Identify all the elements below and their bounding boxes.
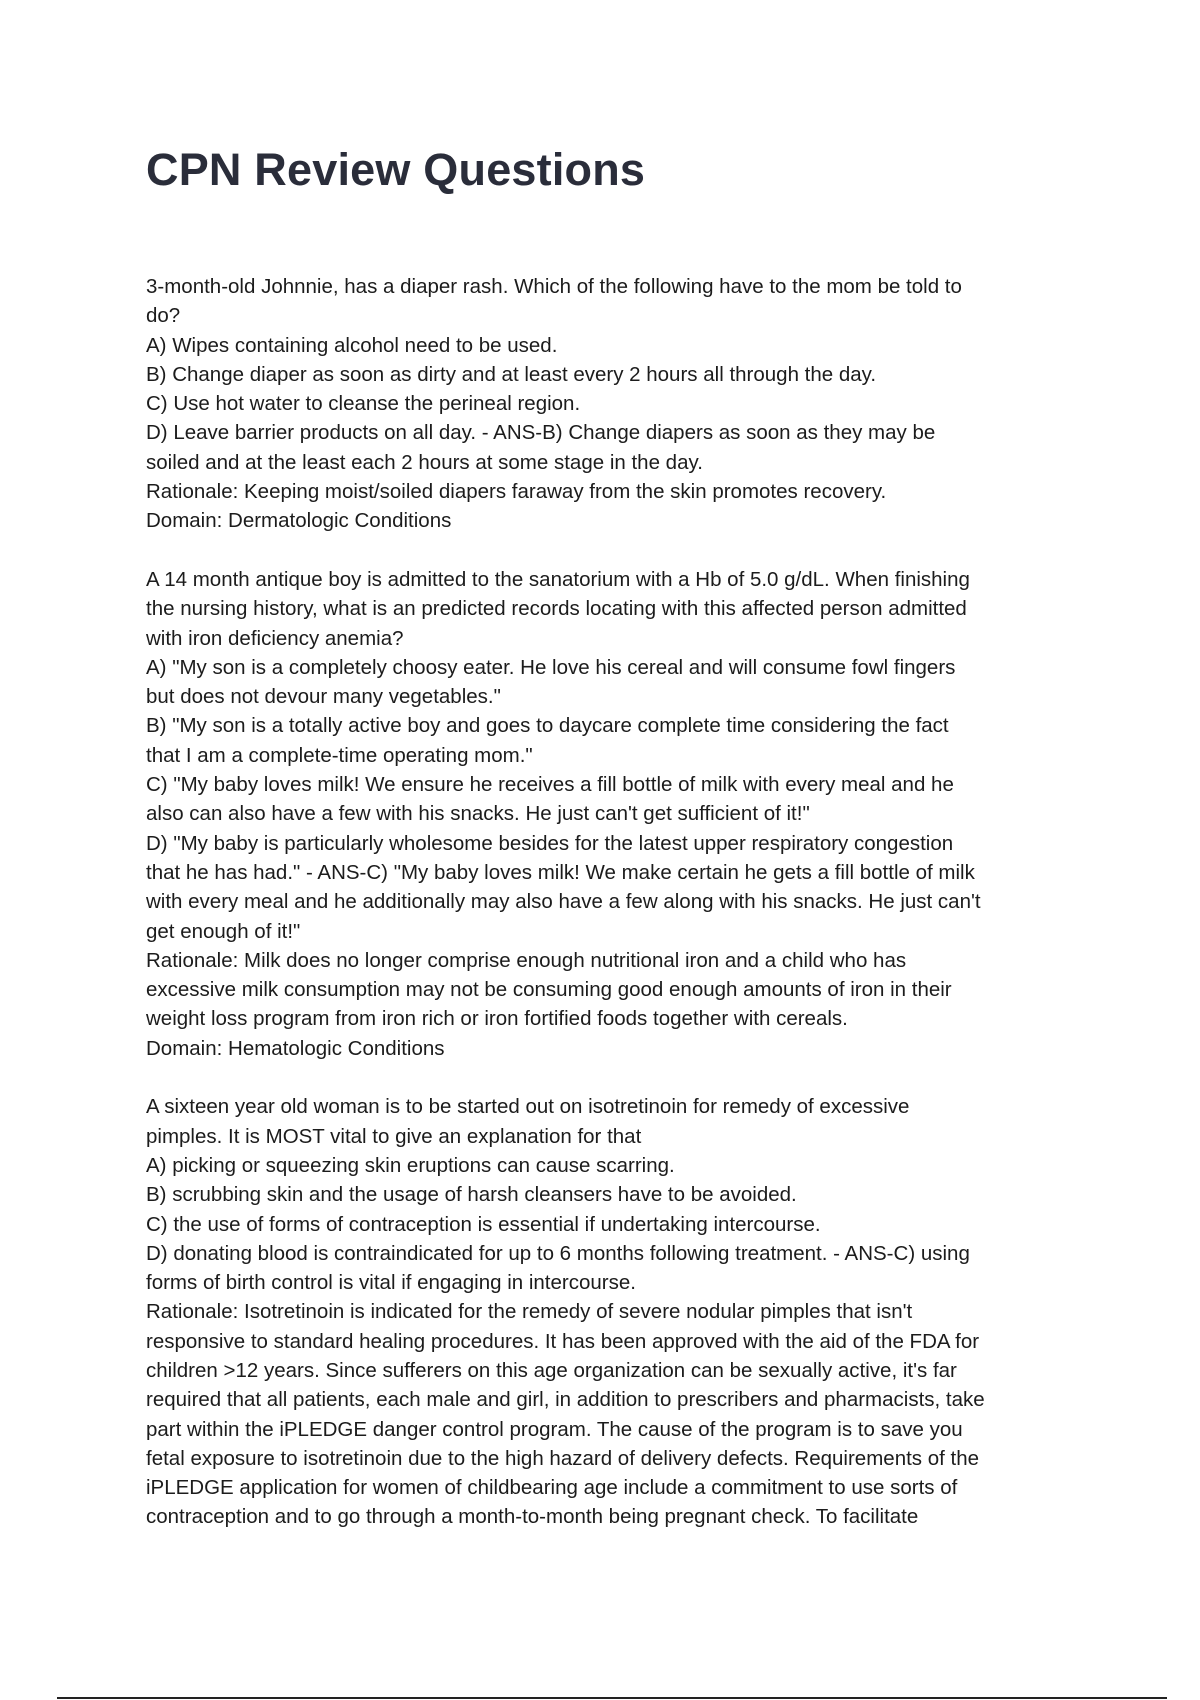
text-line: but does not devour many vegetables." bbox=[146, 685, 501, 709]
question-block-1 bbox=[146, 272, 1066, 536]
text-line: A sixteen year old woman is to be started out on isotretinoin for remedy of excessive bbox=[146, 1095, 910, 1119]
text-line: part within the iPLEDGE danger control program. The cause of the program is to save you bbox=[146, 1417, 963, 1441]
text-line: pimples. It is MOST vital to give an explanation for that bbox=[146, 1124, 642, 1148]
text-line: Rationale: Isotretinoin is indicated for the remedy of severe nodular pimples that isn't bbox=[146, 1300, 913, 1324]
text-line: fetal exposure to isotretinoin due to the high hazard of delivery defects. Requirements of the bbox=[146, 1446, 980, 1470]
text-line: get enough of it!" bbox=[146, 919, 301, 943]
text-line: weight loss program from iron rich or iron fortified foods together with cereals. bbox=[146, 1007, 848, 1031]
text-line: iPLEDGE application for women of childbearing age include a commitment to use sorts of bbox=[146, 1476, 958, 1500]
text-line: that I am a complete-time operating mom." bbox=[146, 743, 533, 767]
document-body bbox=[146, 272, 1066, 1561]
text-line: responsive to standard healing procedures. It has been approved with the aid of the FDA for bbox=[146, 1329, 980, 1353]
page-title: CPN Review Questions bbox=[146, 144, 646, 195]
text-line: D) "My baby is particularly wholesome besides for the latest upper respiratory congestion bbox=[146, 831, 954, 855]
text-line: children >12 years. Since sufferers on this age organization can be sexually active, it's far bbox=[146, 1358, 957, 1382]
text-line: B) Change diaper as soon as dirty and at least every 2 hours all through the day. bbox=[146, 362, 877, 386]
text-line: with every meal and he additionally may also have a few along with his snacks. He just can't bbox=[146, 890, 981, 914]
question-block-3 bbox=[146, 1092, 1066, 1531]
text-line: the nursing history, what is an predicted records locating with this affected person admitted bbox=[146, 597, 967, 621]
text-line: do? bbox=[146, 304, 181, 328]
text-line: Rationale: Keeping moist/soiled diapers faraway from the skin promotes recovery. bbox=[146, 480, 887, 504]
text-line: contraception and to go through a month-to-month being pregnant check. To facilitate bbox=[146, 1505, 919, 1529]
text-line: B) "My son is a totally active boy and goes to daycare complete time considering the fact bbox=[146, 714, 949, 738]
text-line: C) "My baby loves milk! We ensure he receives a fill bottle of milk with every meal and he bbox=[146, 773, 954, 797]
text-line: also can also have a few with his snacks. He just can't get sufficient of it!" bbox=[146, 802, 810, 826]
text-line: C) Use hot water to cleanse the perineal region. bbox=[146, 392, 581, 416]
text-line: soiled and at the least each 2 hours at some stage in the day. bbox=[146, 450, 703, 474]
question-block-2 bbox=[146, 565, 1066, 1063]
text-line: D) Leave barrier products on all day. - ANS-B) Change diapers as soon as they may be bbox=[146, 421, 936, 445]
text-line: forms of birth control is vital if engaging in intercourse. bbox=[146, 1271, 636, 1295]
text-line: A) Wipes containing alcohol need to be used. bbox=[146, 333, 558, 357]
text-line: excessive milk consumption may not be consuming good enough amounts of iron in their bbox=[146, 978, 952, 1002]
text-line: required that all patients, each male and girl, in addition to prescribers and pharmacists, take bbox=[146, 1388, 985, 1412]
page-bottom-rule bbox=[57, 1697, 1167, 1699]
text-line: Domain: Dermatologic Conditions bbox=[146, 509, 452, 533]
text-line: that he has had." - ANS-C) "My baby loves milk! We make certain he gets a fill bottle of milk bbox=[146, 860, 975, 884]
text-line: C) the use of forms of contraception is essential if undertaking intercourse. bbox=[146, 1212, 821, 1236]
text-line: 3-month-old Johnnie, has a diaper rash. Which of the following have to the mom be told to bbox=[146, 275, 962, 298]
text-line: with iron deficiency anemia? bbox=[146, 626, 404, 650]
text-line: A 14 month antique boy is admitted to the sanatorium with a Hb of 5.0 g/dL. When finishing bbox=[146, 567, 970, 591]
text-line: D) donating blood is contraindicated for up to 6 months following treatment. - ANS-C) using bbox=[146, 1241, 970, 1265]
text-line: B) scrubbing skin and the usage of harsh cleansers have to be avoided. bbox=[146, 1183, 797, 1207]
text-line: A) picking or squeezing skin eruptions can cause scarring. bbox=[146, 1153, 675, 1177]
text-line: A) "My son is a completely choosy eater. He love his cereal and will consume fowl fingers bbox=[146, 655, 956, 679]
text-line: Rationale: Milk does no longer comprise enough nutritional iron and a child who has bbox=[146, 948, 907, 972]
text-line: Domain: Hematologic Conditions bbox=[146, 1036, 445, 1060]
